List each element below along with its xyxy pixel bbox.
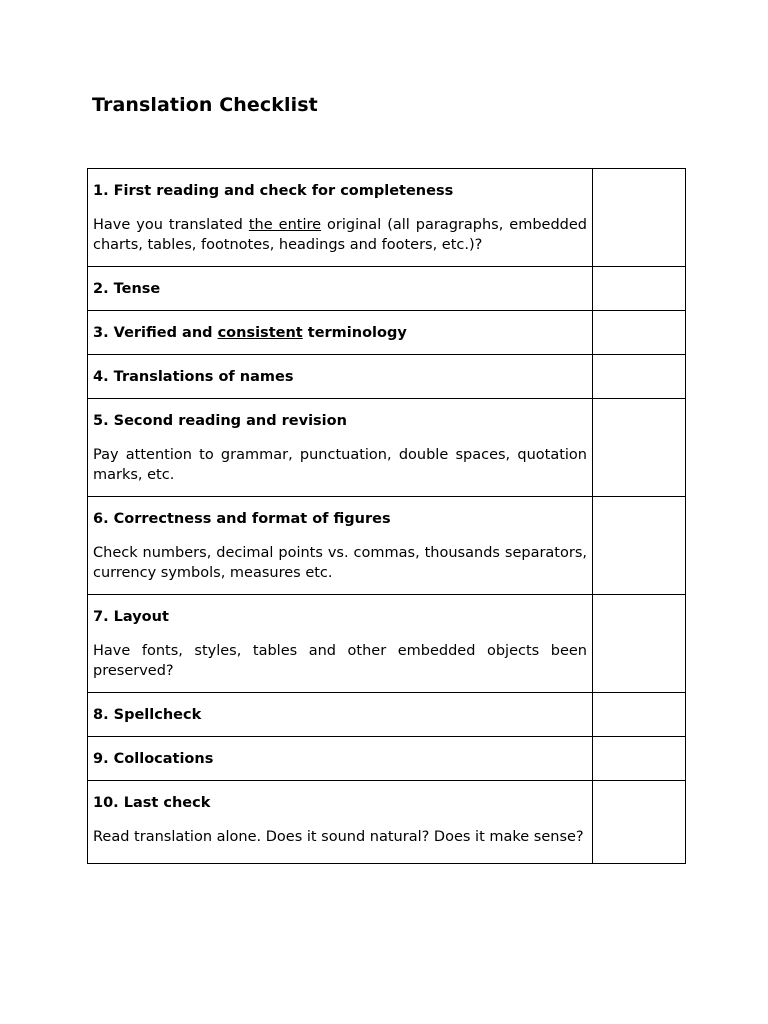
- item-description: Read translation alone. Does it sound natural? Does it make sense?: [93, 829, 584, 845]
- check-cell[interactable]: [593, 311, 686, 355]
- check-cell[interactable]: [593, 399, 686, 497]
- checklist-item-cell: [88, 737, 593, 781]
- checklist-item-cell: [88, 311, 593, 355]
- checklist-item-cell: [88, 595, 593, 693]
- table-row: [88, 693, 686, 737]
- check-cell[interactable]: [593, 497, 686, 595]
- checklist-item-cell: [88, 355, 593, 399]
- check-cell[interactable]: [593, 595, 686, 693]
- table-row: [88, 169, 686, 267]
- item-title: 2. Tense: [93, 281, 161, 297]
- item-title: 1. First reading and check for completeness: [93, 183, 454, 199]
- underlined-text: the entire: [248, 217, 322, 233]
- check-cell[interactable]: [593, 267, 686, 311]
- item-title: 3. Verified and consistent terminology: [93, 325, 407, 341]
- underlined-text: consistent: [217, 325, 303, 341]
- check-cell[interactable]: [593, 355, 686, 399]
- table-row: [88, 311, 686, 355]
- table-row: [88, 497, 686, 595]
- checklist-item-cell: [88, 693, 593, 737]
- checklist-item-cell: [88, 781, 593, 864]
- table-row: [88, 355, 686, 399]
- checklist-item-cell: [88, 267, 593, 311]
- check-cell[interactable]: [593, 781, 686, 864]
- checklist-table: [87, 168, 686, 864]
- item-title: 4. Translations of names: [93, 369, 294, 385]
- check-cell[interactable]: [593, 737, 686, 781]
- table-row: [88, 595, 686, 693]
- table-row: [88, 737, 686, 781]
- checklist-item-cell: [88, 169, 593, 267]
- checklist-item-cell: [88, 497, 593, 595]
- item-description: Pay attention to grammar, punctuation, double spaces, quotation marks, etc.: [93, 447, 587, 483]
- item-description: Check numbers, decimal points vs. commas, thousands separators, currency symbols, measures etc.: [93, 545, 587, 581]
- item-description: Have fonts, styles, tables and other embedded objects been preserved?: [93, 643, 587, 679]
- check-cell[interactable]: [593, 693, 686, 737]
- item-title: 7. Layout: [93, 609, 169, 625]
- item-title: 6. Correctness and format of figures: [93, 511, 391, 527]
- item-title: 5. Second reading and revision: [93, 413, 347, 429]
- table-row: [88, 399, 686, 497]
- table-row: [88, 267, 686, 311]
- item-title: 10. Last check: [93, 795, 211, 811]
- checklist-item-cell: [88, 399, 593, 497]
- item-title: 8. Spellcheck: [93, 707, 202, 723]
- page-title: Translation Checklist: [92, 94, 318, 116]
- table-row: [88, 781, 686, 864]
- item-title: 9. Collocations: [93, 751, 214, 767]
- item-description: Have you translated the entire original (all paragraphs, embedded charts, tables, footnotes, headings and footers, etc.)?: [93, 217, 588, 253]
- check-cell[interactable]: [593, 169, 686, 267]
